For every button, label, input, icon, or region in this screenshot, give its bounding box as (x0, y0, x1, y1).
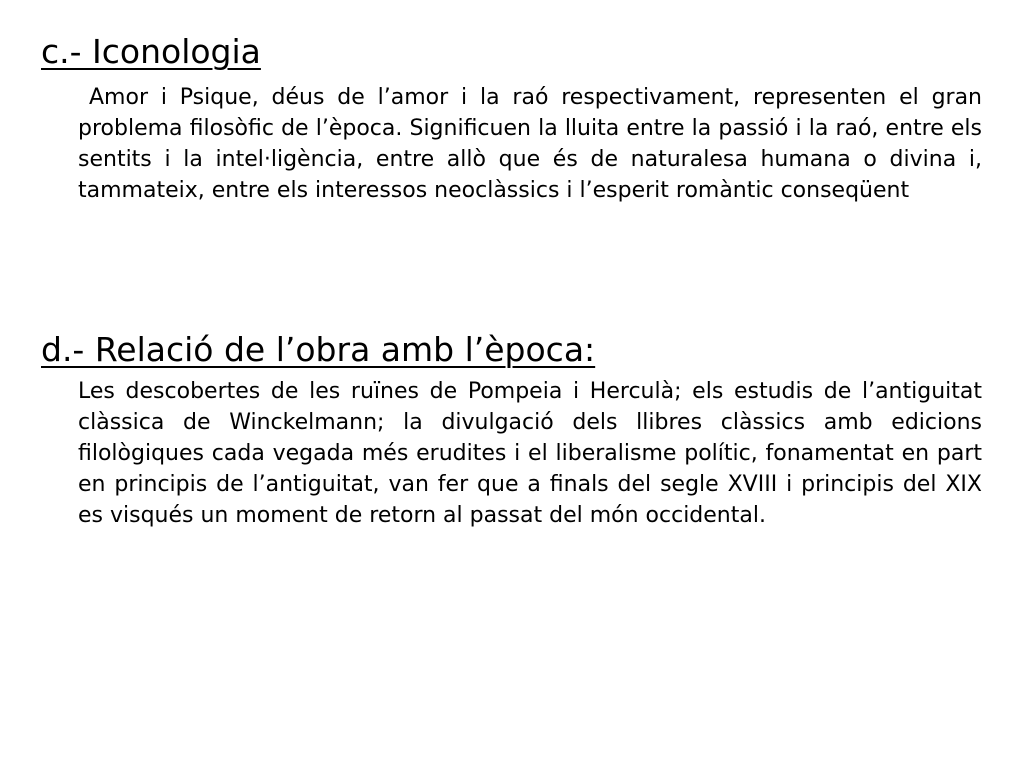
paragraph-iconologia: Amor i Psique, déus de l’amor i la raó respectivament, representen el gran problema filosòfic de l’època. Significuen la lluita entre la passió i la raó, entre els sentits i la intel·ligència, entre allò que és de naturalesa humana o divina i, tammateix, entre els interessos neoclàssics i l’esperit romàntic conseqüent (78, 85, 982, 203)
section-heading-relacio: d.- Relació de l’obra amb l’època: (41, 330, 596, 369)
section-heading-iconologia: c.- Iconologia (41, 32, 261, 71)
paragraph-relacio: Les descobertes de les ruïnes de Pompeia i Herculà; els estudis de l’antiguitat clàssica de Winckelmann; la divulgació dels llibres clàssics amb edicions filològiques cada vegada més erudites i el liberalisme polític, fonamentat en part en principis de l’antiguitat, van fer que a finals del segle XVIII i principis del XIX es visqués un moment de retorn al passat del món occidental. (78, 379, 982, 528)
